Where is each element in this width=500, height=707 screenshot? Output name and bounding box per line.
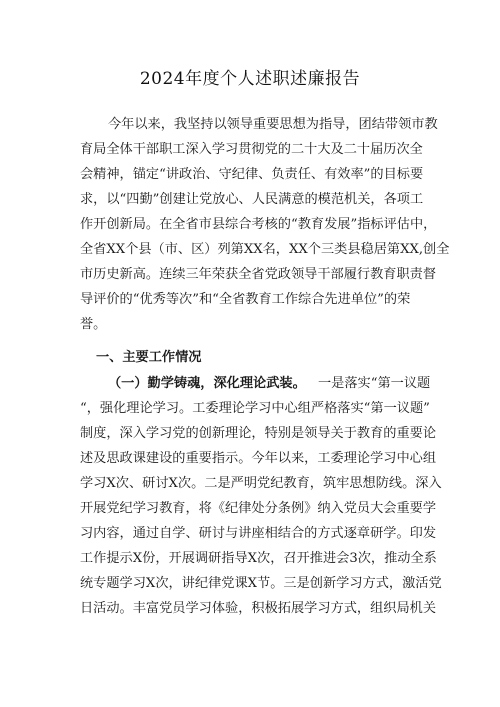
paragraph-line: 市历史新高。连续三年荣获全省党政领导干部履行教育职责督 (80, 267, 437, 282)
paragraph-line: 全省XX个县（市、区）列第XX名，XX个三类县稳居第XX,创全 (80, 242, 450, 257)
paragraph-line: 制度，深入学习党的创新理论，特别是领导关于教育的重要论 (80, 426, 437, 441)
paragraph-line: 习内容，通过自学、研讨与讲座相结合的方式逐章研学。印发 (80, 526, 437, 541)
paragraph-line: 会精神，锚定“讲政治、守纪律、负责任、有效率”的目标要 (80, 167, 424, 182)
paragraph-line: 述及思政课建设的重要指示。今年以来，工委理论学习中心组 (80, 451, 437, 466)
paragraph-line: “，强化理论学习。工委理论学习中心组严格落实“第一议题” (80, 401, 430, 416)
paragraph-line: 今年以来，我坚持以领导重要思想为指导，团结带领市教 (108, 117, 438, 132)
paragraph-line: 求，以“四勤”创建让党放心、人民满意的模范机关，各项工 (80, 192, 424, 207)
document-title: 2024年度个人述职述廉报告 (139, 69, 361, 89)
paragraph-line: 一是落实“第一议题 (318, 376, 431, 391)
paragraph-line: 统专题学习X次，讲纪律党课X节。三是创新学习方式，激活党 (80, 576, 442, 591)
paragraph-line: 开展党纪学习教育，将《纪律处分条例》纳入党员大会重要学 (80, 501, 437, 516)
paragraph-line: 学习X次、研讨X次。二是严明党纪教育，筑牢思想防线。深入 (80, 476, 442, 491)
paragraph-line: 导评价的“优秀等次”和“全省教育工作综合先进单位”的荣 (80, 292, 411, 307)
section-heading: 一、主要工作情况 (96, 350, 202, 365)
paragraph-line: 誉。 (80, 317, 107, 332)
paragraph-line: 工作提示X份，开展调研指导X次，召开推进会3次，推动全系 (80, 551, 437, 566)
paragraph-line: 育局全体干部职工深入学习贯彻党的二十大及二十届历次全 (80, 142, 423, 157)
paragraph-line: 作开创新局。在全省市县综合考核的“教育发展”指标评估中， (80, 217, 437, 232)
subsection-heading: （一）勤学铸魂，深化理论武装。 (108, 376, 306, 391)
paragraph-line: 日活动。丰富党员学习体验，积极拓展学习方式，组织局机关 (80, 601, 437, 616)
